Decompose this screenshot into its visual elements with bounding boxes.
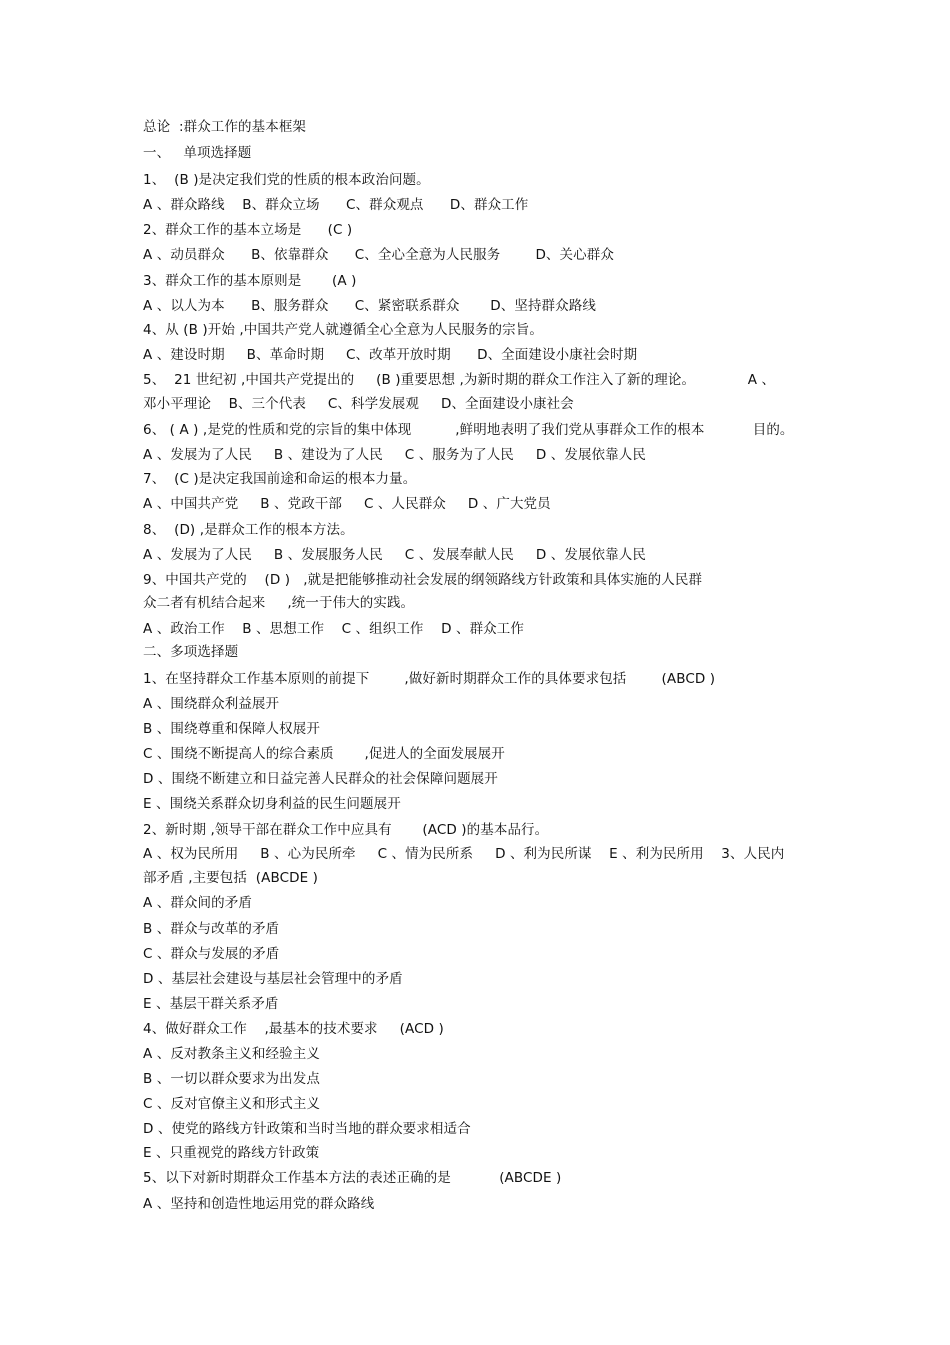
text-line: 5、 21 世纪初 ,中国共产党提出的 (B )重要思想 ,为新时期的群众工作注入了新的理论。 A 、 xyxy=(143,372,776,388)
text-line: 二、多项选择题 xyxy=(143,644,239,660)
text-line: 4、从 (B )开始 ,中国共产党人就遵循全心全意为人民服务的宗旨。 xyxy=(143,322,543,338)
text-line: A 、建设时期 B、革命时期 C、改革开放时期 D、全面建设小康社会时期 xyxy=(143,347,638,363)
text-line: D 、围绕不断建立和日益完善人民群众的社会保障问题展开 xyxy=(143,771,498,787)
text-line: A 、政治工作 B 、思想工作 C 、组织工作 D 、群众工作 xyxy=(143,621,524,637)
text-line: E 、围绕关系群众切身利益的民生问题展开 xyxy=(143,796,401,812)
text-line: A 、发展为了人民 B 、建设为了人民 C 、服务为了人民 D 、发展依靠人民 xyxy=(143,447,646,463)
text-line: D 、使党的路线方针政策和当时当地的群众要求相适合 xyxy=(143,1121,471,1137)
text-line: A 、以人为本 B、服务群众 C、紧密联系群众 D、坚持群众路线 xyxy=(143,298,596,314)
text-line: E 、基层干群关系矛盾 xyxy=(143,996,279,1012)
text-line: D 、基层社会建设与基层社会管理中的矛盾 xyxy=(143,971,403,987)
text-line: C 、群众与发展的矛盾 xyxy=(143,946,280,962)
text-line: 邓小平理论 B、三个代表 C、科学发展观 D、全面建设小康社会 xyxy=(143,396,574,412)
text-line: A 、群众间的矛盾 xyxy=(143,895,252,911)
text-line: 6、 ( A ) ,是党的性质和党的宗旨的集中体现 ,鲜明地表明了我们党从事群众工作的根本 目的。 xyxy=(143,422,794,438)
text-line: 部矛盾 ,主要包括 (ABCDE ) xyxy=(143,870,319,886)
text-line: E 、只重视党的路线方针政策 xyxy=(143,1145,320,1161)
text-line: 1、 (B )是决定我们党的性质的根本政治问题。 xyxy=(143,172,430,188)
text-line: B 、群众与改革的矛盾 xyxy=(143,921,280,937)
text-line: B 、一切以群众要求为出发点 xyxy=(143,1071,320,1087)
text-line: A 、反对教条主义和经验主义 xyxy=(143,1046,320,1062)
text-line: 众二者有机结合起来 ,统一于伟大的实践。 xyxy=(143,595,415,611)
text-line: C 、反对官僚主义和形式主义 xyxy=(143,1096,321,1112)
text-line: 一、 单项选择题 xyxy=(143,145,252,161)
text-line: A 、动员群众 B、依靠群众 C、全心全意为人民服务 D、关心群众 xyxy=(143,247,614,263)
text-line: 4、做好群众工作 ,最基本的技术要求 (ACD ) xyxy=(143,1021,444,1037)
text-line: A 、中国共产党 B 、党政干部 C 、人民群众 D 、广大党员 xyxy=(143,496,551,512)
text-line: 2、群众工作的基本立场是 (C ) xyxy=(143,222,353,238)
text-line: B 、围绕尊重和保障人权展开 xyxy=(143,721,320,737)
document-title: 总论 :群众工作的基本框架 xyxy=(143,119,307,135)
text-line: A 、坚持和创造性地运用党的群众路线 xyxy=(143,1196,375,1212)
text-line: C 、围绕不断提高人的综合素质 ,促进人的全面发展展开 xyxy=(143,746,505,762)
text-line: A 、围绕群众利益展开 xyxy=(143,696,280,712)
text-line: 7、 (C )是决定我国前途和命运的根本力量。 xyxy=(143,471,417,487)
text-line: 1、在坚持群众工作基本原则的前提下 ,做好新时期群众工作的具体要求包括 (ABCD ) xyxy=(143,671,716,687)
text-line: 3、群众工作的基本原则是 (A ) xyxy=(143,273,357,289)
text-line: A 、发展为了人民 B 、发展服务人民 C 、发展奉献人民 D 、发展依靠人民 xyxy=(143,547,646,563)
text-line: 8、 (D) ,是群众工作的根本方法。 xyxy=(143,522,354,538)
text-line: A 、权为民所用 B 、心为民所牵 C 、情为民所系 D 、利为民所谋 E 、利为民所用 3、人民内 xyxy=(143,846,785,862)
text-line: 9、中国共产党的 (D ) ,就是把能够推动社会发展的纲领路线方针政策和具体实施的人民群 xyxy=(143,572,703,588)
text-line: 5、以下对新时期群众工作基本方法的表述正确的是 (ABCDE ) xyxy=(143,1170,562,1186)
text-line: A 、群众路线 B、群众立场 C、群众观点 D、群众工作 xyxy=(143,197,529,213)
text-line: 2、新时期 ,领导干部在群众工作中应具有 (ACD )的基本品行。 xyxy=(143,822,549,838)
